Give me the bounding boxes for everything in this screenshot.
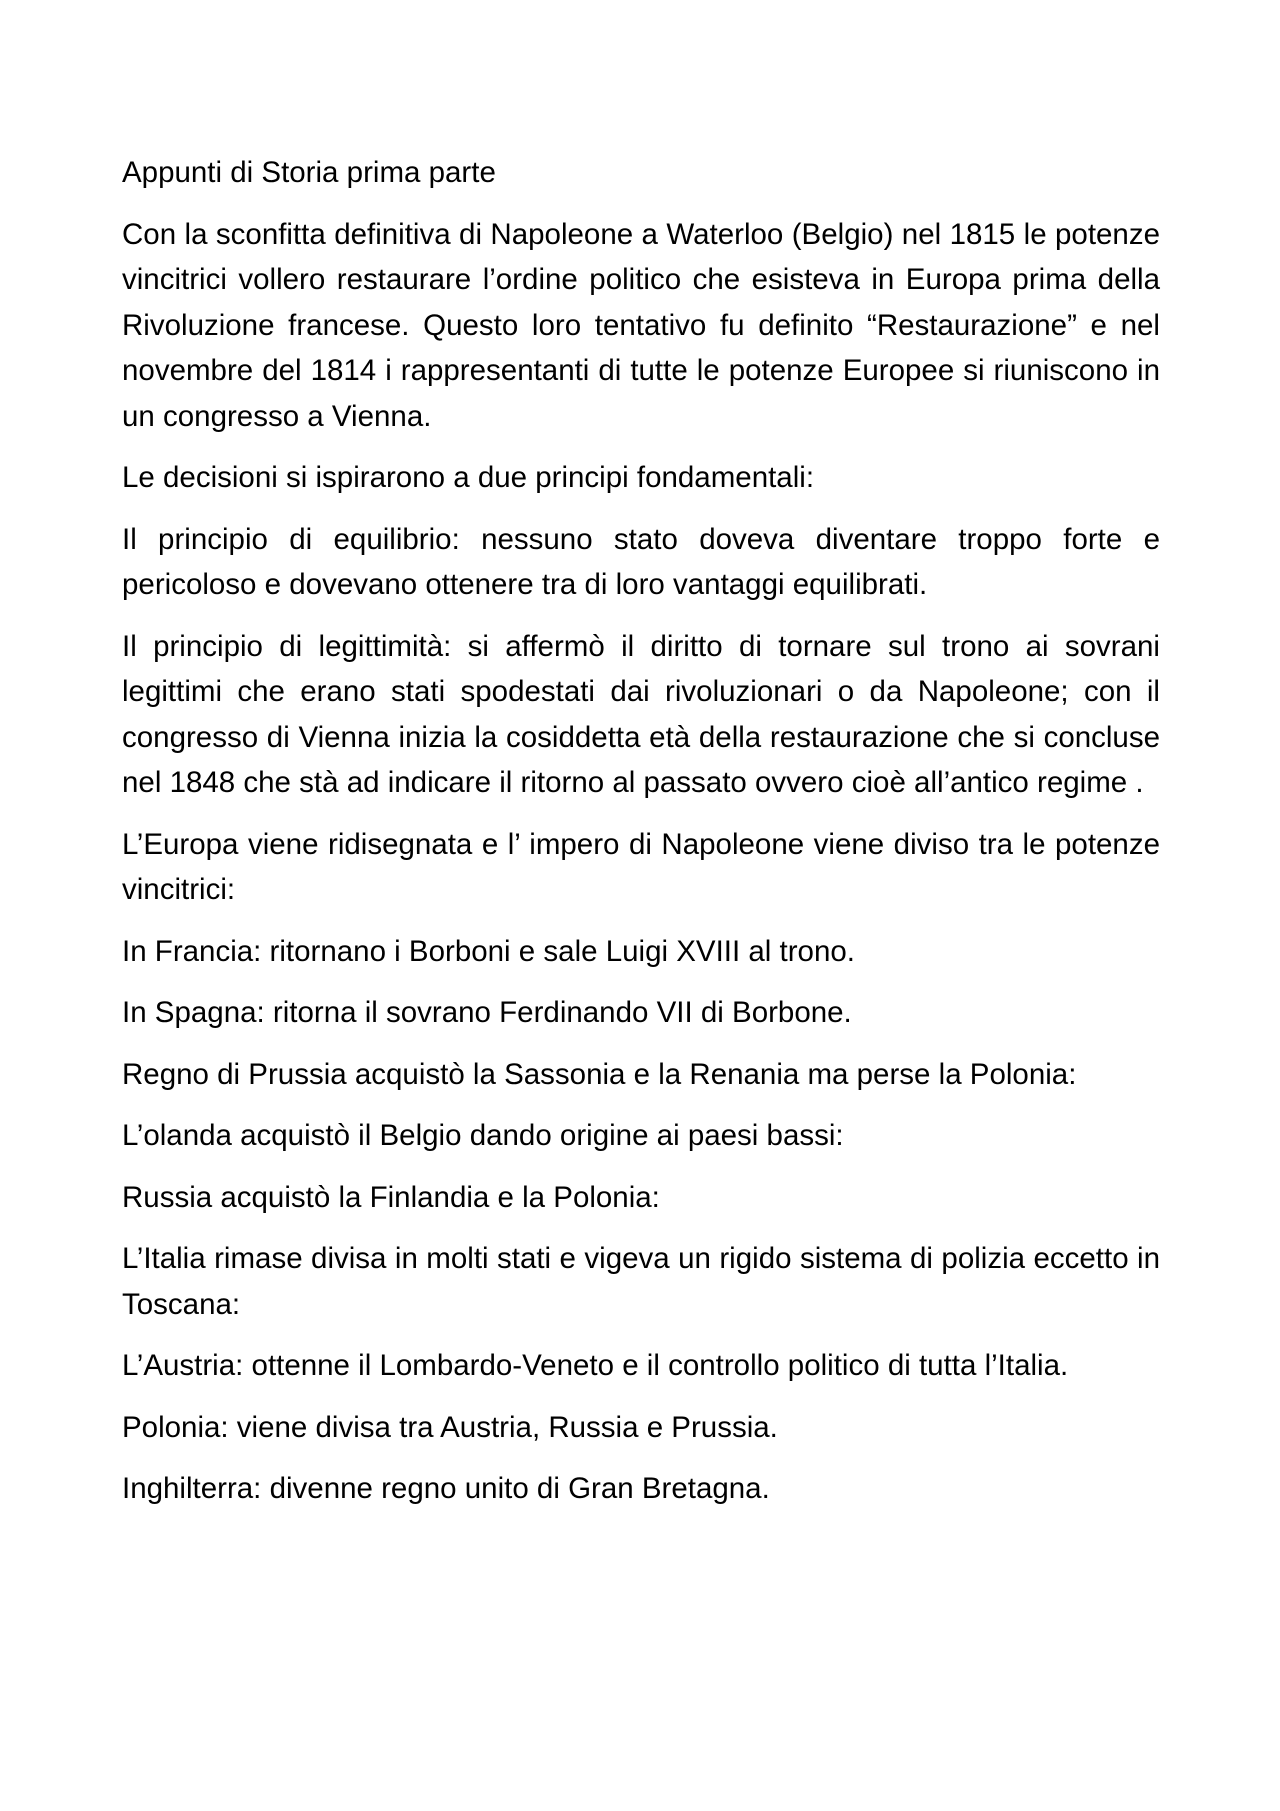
paragraph-russia: Russia acquistò la Finlandia e la Polonia: xyxy=(122,1180,660,1214)
paragraph-poland: Polonia: viene divisa tra Austria, Russia e Prussia. xyxy=(122,1410,778,1444)
paragraph-waterloo: Con la sconfitta definitiva di Napoleone a Waterloo (Belgio) nel 1815 le potenze vincitrici vollero restaurare l’ordine politico che esisteva in Europa prima della Rivoluzione francese. Questo loro tentativo fu definito “Restaurazione” e nel novembre del 1814 i rappresentanti di tutte le potenze Europee si riuniscono in un congresso a Vienna. xyxy=(122,217,1160,433)
paragraph-england: Inghilterra: divenne regno unito di Gran Bretagna. xyxy=(122,1472,770,1505)
document-title: Appunti di Storia prima parte xyxy=(122,156,496,189)
paragraph-spain: In Spagna: ritorna il sovrano Ferdinando VII di Borbone. xyxy=(122,996,852,1029)
paragraph-equilibrium: Il principio di equilibrio: nessuno stato doveva diventare troppo forte e pericoloso e dovevano ottenere tra di loro vantaggi equilibrati. xyxy=(122,522,1160,601)
paragraph-italy: L’Italia rimase divisa in molti stati e vigeva un rigido sistema di polizia eccetto in Toscana: xyxy=(122,1242,1160,1321)
paragraph-austria: L’Austria: ottenne il Lombardo-Veneto e il controllo politico di tutta l’Italia. xyxy=(122,1349,1069,1382)
paragraph-holland: L’olanda acquistò il Belgio dando origine ai paesi bassi: xyxy=(122,1119,844,1152)
paragraph-france: In Francia: ritornano i Borboni e sale Luigi XVIII al trono. xyxy=(122,934,855,968)
paragraph-europe-redrawn: L’Europa viene ridisegnata e l’ impero di Napoleone viene diviso tra le potenze vincitrici: xyxy=(122,827,1160,906)
paragraph-principles-intro: Le decisioni si ispirarono a due principi fondamentali: xyxy=(122,461,815,494)
paragraph-prussia: Regno di Prussia acquistò la Sassonia e la Renania ma perse la Polonia: xyxy=(122,1057,1077,1091)
paragraph-legitimacy: Il principio di legittimità: si affermò il diritto di tornare sul trono ai sovrani legittimi che erano stati spodestati dai rivoluzionari o da Napoleone; con il congresso di Vienna inizia la cosiddetta età della restaurazione che si concluse nel 1848 che stà ad indicare il ritorno al passato ovvero cioè all’antico regime . xyxy=(122,629,1160,799)
